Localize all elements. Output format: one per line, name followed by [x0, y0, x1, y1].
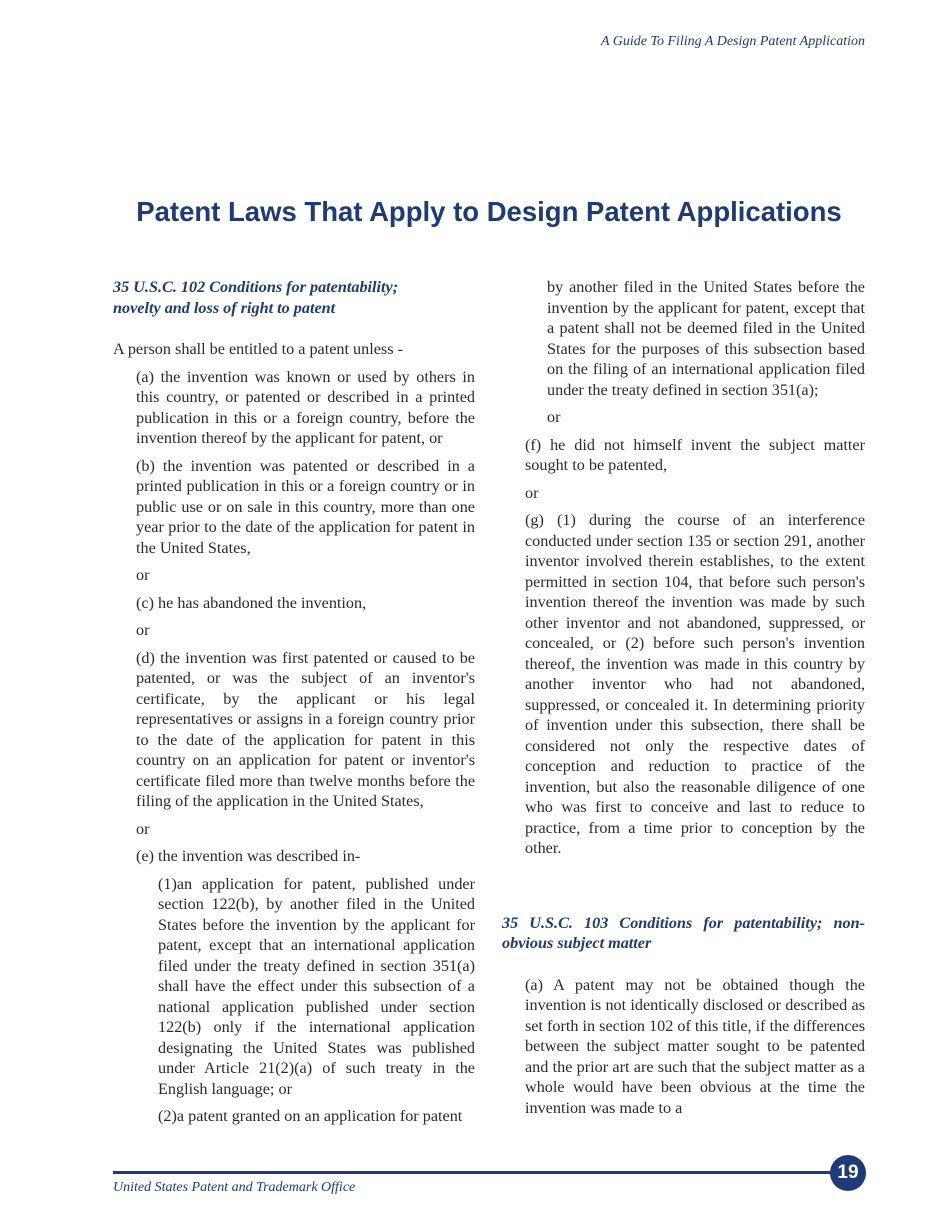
running-header: A Guide To Filing A Design Patent Application: [600, 34, 865, 49]
section-102-heading-line2: novelty and loss of right to patent: [113, 298, 336, 317]
clause-c: (c) he has abandoned the invention,: [136, 593, 367, 612]
section-103-heading: 35 U.S.C. 103 Conditions for patentability; non-obvious subject matter: [502, 913, 865, 952]
footer-org-name: United States Patent and Trademark Office: [113, 1180, 356, 1195]
clause-e2-continued: by another filed in the United States before the invention by the applicant for patent, except that a patent shall not be deemed filed in the United States for the purposes of this subsection based on the filing of an international application filed under the treaty defined in section 351(a);: [547, 278, 865, 399]
clause-g: (g) (1) during the course of an interference conducted under section 135 or section 291, another inventor involved therein establishes, to the extent permitted in section 104, that before such person's invention thereof the invention was made by such other inventor and not abandoned, suppressed, or concealed, or (2) before such person's invention thereof, the invention was made in this country by another inventor who had not abandoned, suppressed, or concealed it. In determining priority of invention under this subsection, there shall be considered not only the respective dates of conception and reduction to practice of the invention, but also the reasonable diligence of one who was first to conceive and last to reduce to practice, from a time prior to conception by the other.: [525, 511, 865, 857]
or-separator: or: [136, 566, 150, 584]
page-title: Patent Laws That Apply to Design Patent Applications: [136, 196, 842, 227]
section-102-heading: [113, 277, 475, 318]
or-separator: or: [136, 621, 150, 639]
section-102-heading-line1: 35 U.S.C. 102 Conditions for patentability;: [113, 278, 399, 296]
clause-b: (b) the invention was patented or described in a printed publication in this or a foreign country or in public use or on sale in this country, more than one year prior to the date of the application for patent in the United States,: [136, 456, 475, 557]
clause-a: (a) the invention was known or used by others in this country, or patented or described in a printed publication in this or a foreign country, before the invention thereof by the applicant for patent, or: [136, 367, 475, 447]
section-103-clause-a: (a) A patent may not be obtained though the invention is not identically disclosed or described as set forth in section 102 of this title, if the differences between the subject matter sought to be patented and the prior art are such that the subject matter as a whole would have been obvious at the time the invention was made to a: [525, 975, 866, 1117]
or-separator: or: [525, 483, 539, 502]
footer-divider: [113, 1171, 848, 1174]
clause-f: (f) he did not himself invent the subject matter sought to be patented,: [525, 435, 865, 474]
right-column: [502, 277, 865, 1118]
page-number-badge: 19: [830, 1155, 866, 1191]
section-102-intro: A person shall be entitled to a patent unless -: [113, 340, 403, 358]
clause-e: (e) the invention was described in-: [136, 847, 361, 865]
clause-e1: (1)an application for patent, published under section 122(b), by another filed in the United States before the invention by the applicant for patent, except that an international application filed under the treaty defined in section 351(a) shall have the effect under this subsection of a national application published under section 122(b) only if the international application designating the United States was published under Article 21(2)(a) of such treaty in the English language; or: [158, 874, 475, 1098]
clause-d: (d) the invention was first patented or caused to be patented, or was the subject of an inventor's certificate, by the applicant or his legal representatives or assigns in a foreign country prior to the date of the application for patent in this country on an application for patent or inventor's certificate filed more than twelve months before the filing of the application in the United States,: [136, 648, 475, 810]
clause-e2-start: (2)a patent granted on an application for patent: [158, 1107, 463, 1125]
or-separator: or: [136, 819, 150, 838]
or-separator: or: [547, 408, 561, 426]
left-column: [113, 277, 475, 1127]
